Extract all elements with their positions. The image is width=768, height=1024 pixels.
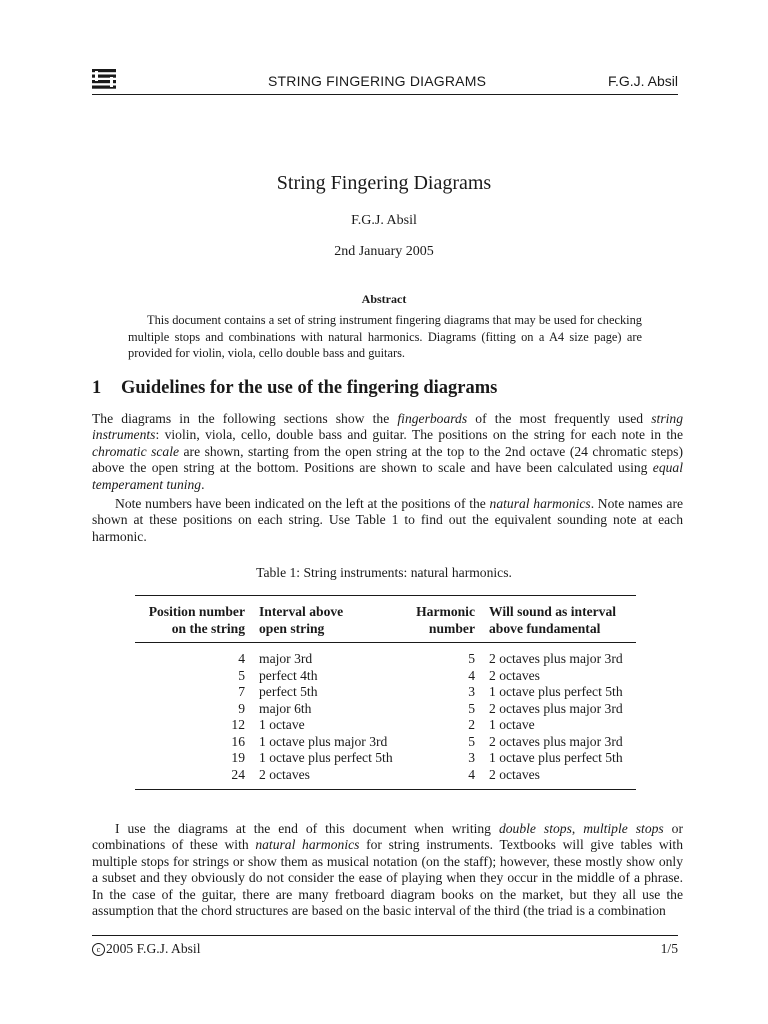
abstract-heading: Abstract — [361, 292, 407, 306]
document-date: 2nd January 2005 — [334, 244, 434, 259]
table-cell: 19 — [231, 750, 245, 765]
term-string-instruments: string instruments — [92, 411, 683, 443]
table-cell: 1 octave — [259, 717, 305, 732]
table-cell: major 3rd — [259, 651, 313, 666]
table-cell: 5 — [468, 733, 475, 749]
term-chromatic-scale: chromatic scale — [92, 443, 180, 459]
running-header-author: F.G.J. Absil — [607, 73, 678, 89]
table-cell: 3 — [468, 684, 475, 699]
table-cell: perfect 5th — [259, 684, 318, 699]
table-cell: 2 octaves — [259, 766, 310, 782]
copyright-icon: c — [92, 943, 105, 956]
table-cell: 9 — [238, 700, 245, 716]
paragraph-2: Note numbers have been indicated on the left at the positions of the natural harmonics. Note names are shown at these positions on each string. Use Table 1 to find out the equivalent sounding note at each harmonic. — [92, 496, 683, 544]
section-title: Guidelines for the use of the fingering diagrams — [121, 378, 498, 398]
section-heading — [92, 378, 497, 399]
table-bottom-rule — [135, 789, 636, 790]
table-cell: 4 — [468, 766, 475, 782]
term-equal-temperament: equal temperament tuning — [92, 460, 683, 492]
document-logo-icon — [92, 69, 116, 89]
table-cell: major 6th — [259, 700, 312, 716]
table-column-sounds-as — [489, 651, 639, 783]
table-column-position — [135, 651, 245, 783]
table-cell: 24 — [231, 766, 245, 782]
table-cell: 12 — [231, 717, 245, 732]
document-title: String Fingering Diagrams — [276, 172, 492, 194]
table-cell: perfect 4th — [259, 667, 318, 683]
table-cell: 1 octave plus major 3rd — [259, 733, 388, 749]
table-cell: 1 octave plus perfect 5th — [489, 684, 623, 699]
table-cell: 4 — [238, 651, 245, 666]
table-column-interval — [259, 651, 409, 783]
table-mid-rule — [135, 642, 636, 643]
table-cell: 5 — [468, 651, 475, 666]
footer-page-number: 1/5 — [660, 941, 678, 956]
section-number: 1 — [92, 378, 102, 398]
term-multiple-stops: multiple stops — [583, 821, 664, 836]
table-cell: 4 — [468, 667, 475, 683]
table-header-position: Position number on the string — [148, 604, 245, 636]
footer-copyright: c 2005 F.G.J. Absil — [92, 941, 200, 957]
footer-rule — [92, 935, 678, 936]
term-fingerboards: fingerboards — [397, 411, 468, 426]
term-natural-harmonics: natural harmonics — [255, 837, 360, 853]
term-double-stops: double stops — [498, 821, 572, 836]
table-cell: 1 octave plus perfect 5th — [489, 750, 623, 765]
paragraph-3: I use the diagrams at the end of this document when writing double stops, multiple stops or combinations of these with natural harmonics for string instruments. Textbooks will give tables with multiple stops for strings or show them as musical notation (on the staff); however, these mostly show only a subset and they obviously do not consider the ease of playing when they occur in the middle of a phrase. In the case of the guitar, there are many fretboard diagram books on the market, but they all use the assumption that the chord structures are based on the basic interval of the third (the triad is a combination — [92, 821, 683, 919]
table-cell: 2 octaves — [489, 766, 540, 782]
table-top-rule — [135, 595, 636, 596]
table-cell: 2 octaves plus major 3rd — [489, 651, 623, 666]
table-cell: 2 octaves plus major 3rd — [489, 733, 623, 749]
table-cell: 3 — [468, 750, 475, 765]
table-column-harmonic — [395, 651, 475, 783]
table-cell: 5 — [468, 700, 475, 716]
table-cell: 2 octaves plus major 3rd — [489, 700, 623, 716]
table-header-harmonic: Harmonic number — [416, 604, 475, 636]
header-rule — [92, 94, 678, 95]
table-cell: 2 octaves — [489, 667, 540, 683]
abstract-text: This document contains a set of string instrument fingering diagrams that may be used for checking multiple stops and combinations with natural harmonics. Diagrams (fitting on a A4 size page) are provided for violin, viola, cello double bass and guitars. — [128, 313, 642, 360]
table-cell: 5 — [238, 667, 245, 683]
table-caption: Table 1: String instruments: natural harmonics. — [256, 565, 512, 580]
table-cell: 1 octave plus perfect 5th — [259, 750, 393, 765]
table-header-sounds-as: Will sound as interval above fundamental — [489, 604, 617, 636]
table-cell: 1 octave — [489, 717, 535, 732]
table-cell: 2 — [468, 717, 475, 732]
paragraph-1: The diagrams in the following sections show the fingerboards of the most frequently used string instruments: violin, viola, cello, double bass and guitar. The positions on the string for each note in the chromatic scale are shown, starting from the open string at the top to the 2nd octave (24 chromatic steps) above the open string at the bottom. Positions are shown to scale and have been calculated using equal temperament tuning. — [92, 411, 683, 492]
table-cell: 7 — [238, 684, 245, 699]
table-header-interval: Interval above open string — [259, 604, 344, 636]
document-author: F.G.J. Absil — [351, 213, 417, 228]
table-cell: 16 — [231, 733, 245, 749]
term-natural-harmonics: natural harmonics — [489, 496, 591, 511]
running-header-title: STRING FINGERING DIAGRAMS — [268, 73, 487, 89]
